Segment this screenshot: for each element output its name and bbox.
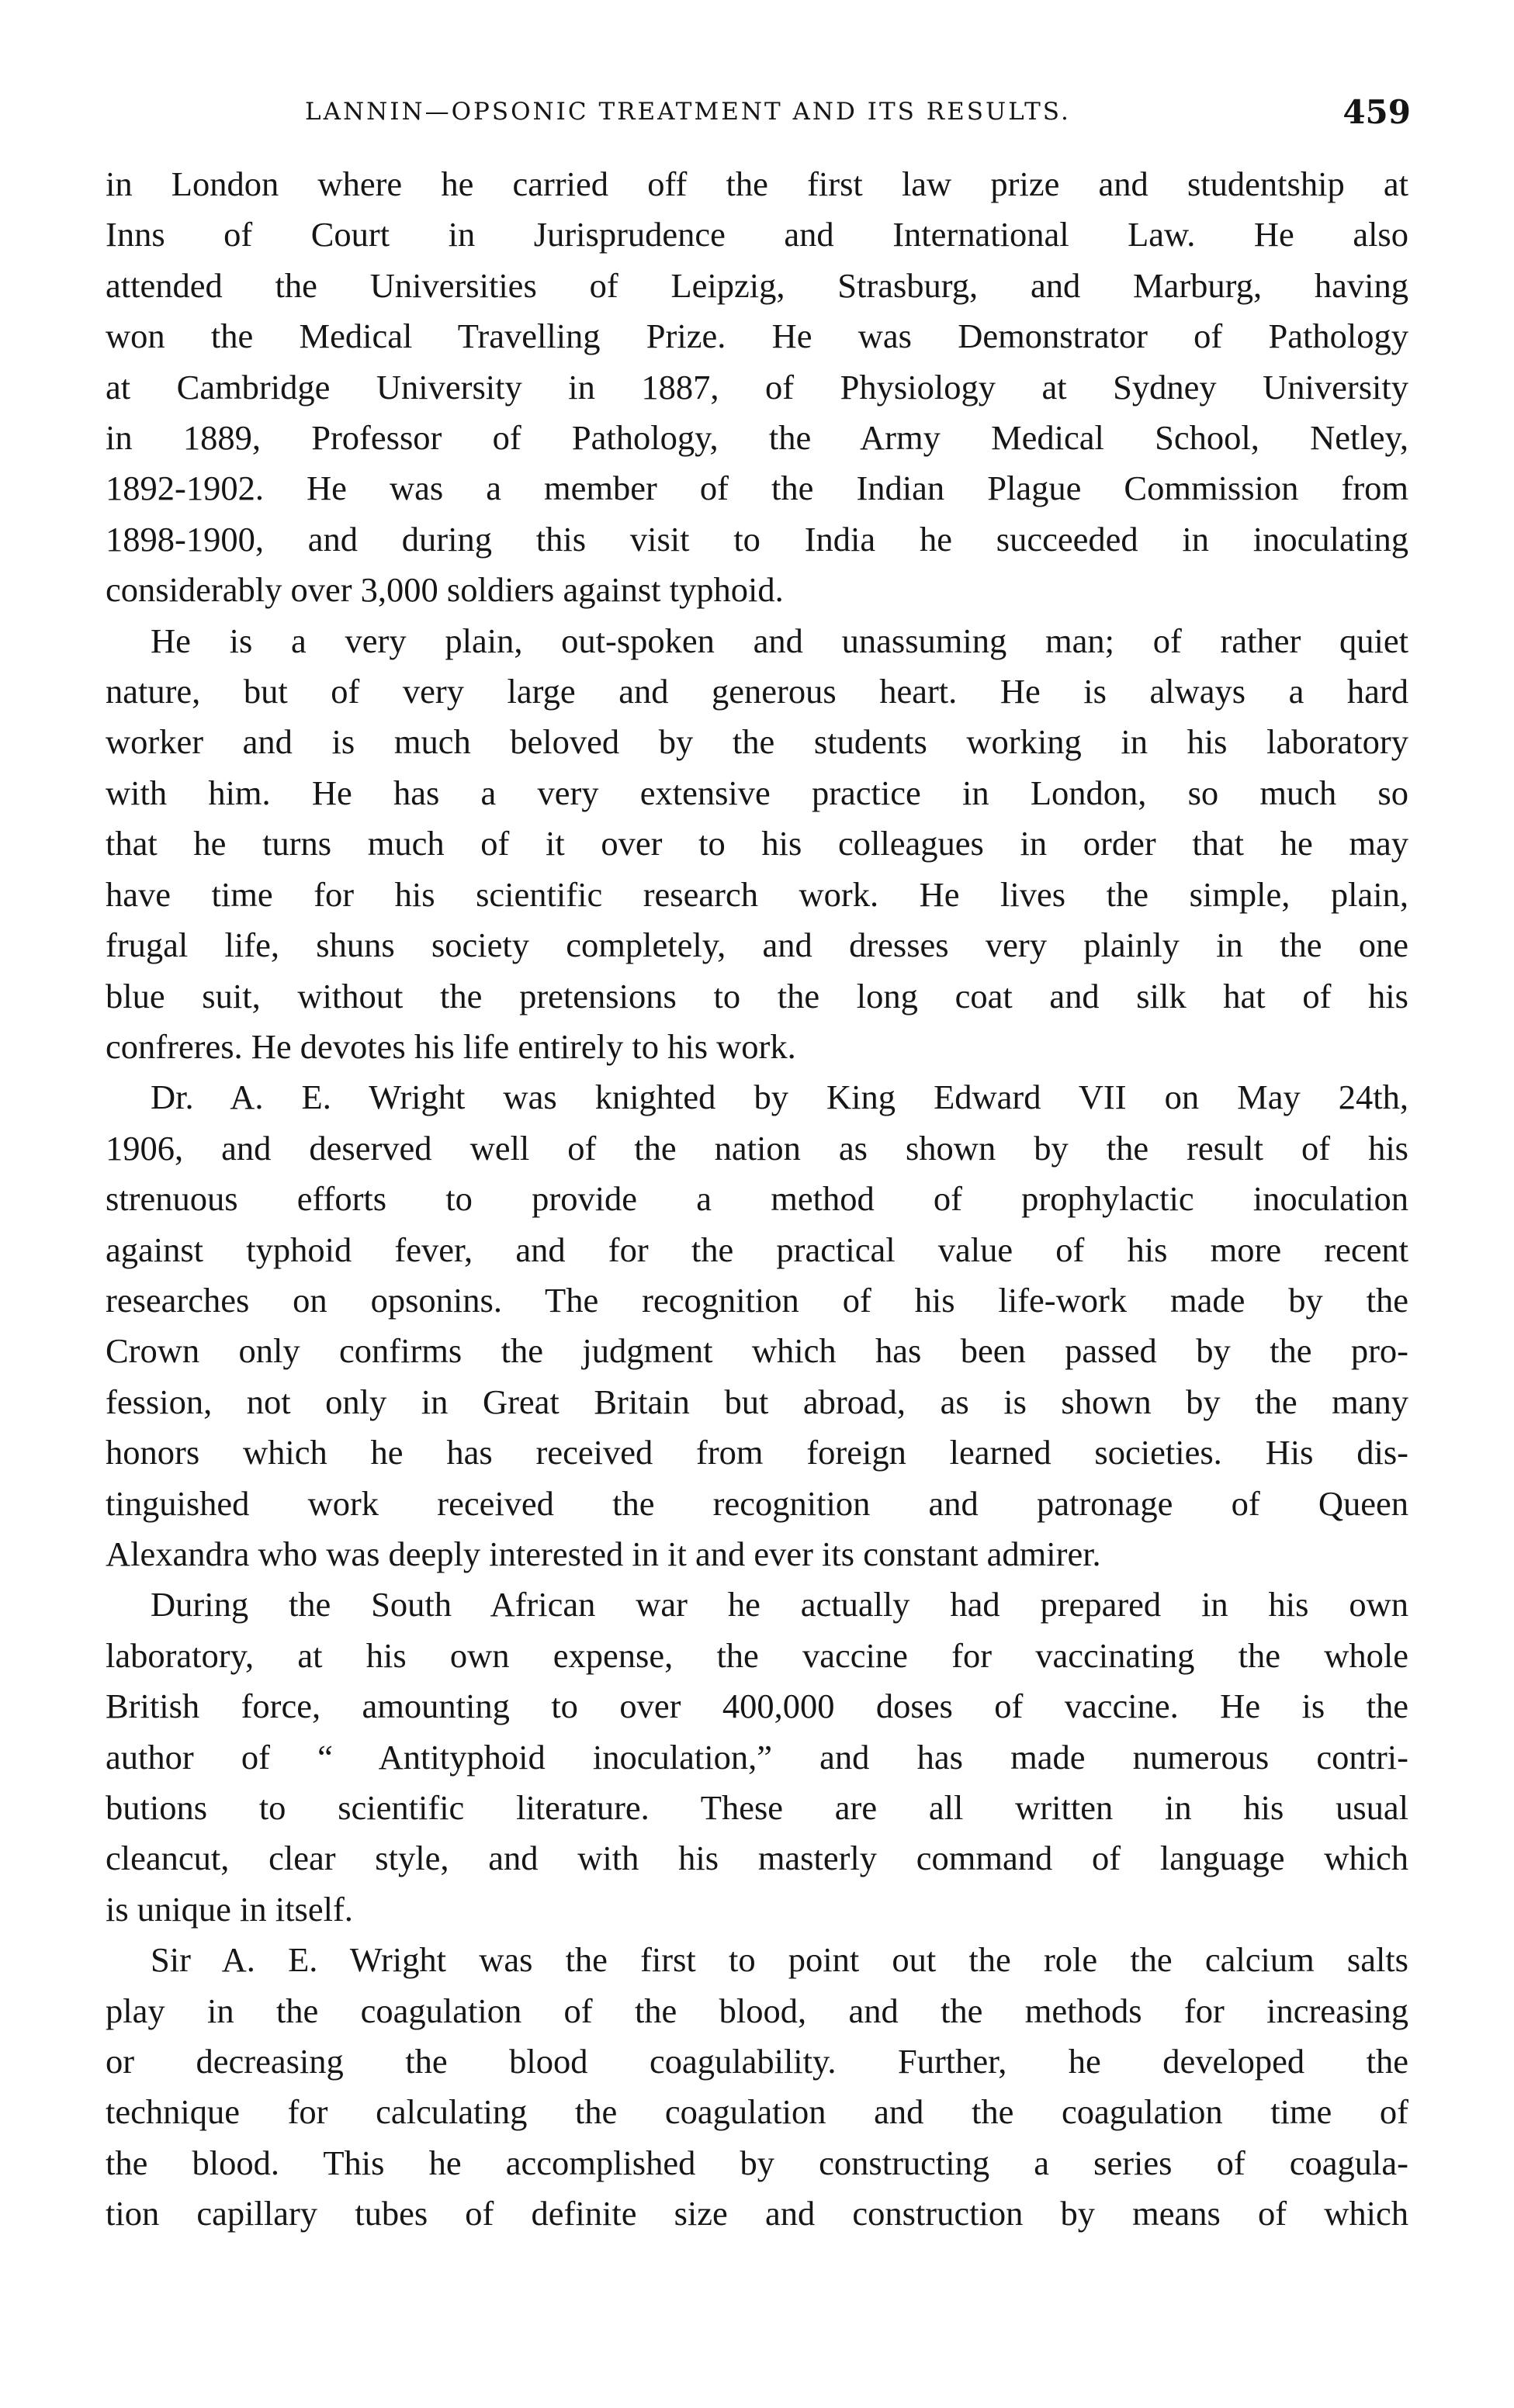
paragraph-5	[106, 1935, 1408, 2239]
page-number: 459	[1343, 93, 1411, 131]
running-title: LANNIN—OPSONIC TREATMENT AND ITS RESULTS.	[305, 98, 1071, 126]
text-line: 1892-1902. He was a member of the Indian Plague Commission from	[106, 469, 1408, 508]
text-line: Sir A. E. Wright was the first to point out the role the calcium salts	[151, 1940, 1408, 1980]
text-line: won the Medical Travelling Prize. He was Demonstrator of Pathology	[106, 317, 1408, 356]
text-line: is unique in itself.	[106, 1889, 353, 1929]
text-line: against typhoid fever, and for the practical value of his more recent	[106, 1230, 1408, 1269]
paragraph-3	[106, 1072, 1408, 1579]
text-line: tion capillary tubes of definite size and construction by means of which	[106, 2194, 1408, 2233]
text-line: Dr. A. E. Wright was knighted by King Edward VII on May 24th,	[151, 1078, 1408, 1117]
running-header	[107, 93, 1426, 141]
text-line: 1906, and deserved well of the nation as shown by the result of his	[106, 1128, 1408, 1168]
text-line: researches on opsonins. The recognition of his life-work made by the	[106, 1280, 1408, 1320]
text-line: blue suit, without the pretensions to the long coat and silk hat of his	[106, 976, 1408, 1015]
text-line: that he turns much of it over to his colleagues in order that he may	[106, 824, 1408, 863]
text-line: fession, not only in Great Britain but abroad, as is shown by the many	[106, 1382, 1408, 1421]
text-line: tinguished work received the recognition and patronage of Queen	[106, 1483, 1408, 1523]
text-line: Alexandra who was deeply interested in it and ever its constant admirer.	[106, 1534, 1101, 1573]
text-line: with him. He has a very extensive practice in London, so much so	[106, 773, 1408, 812]
text-line: honors which he has received from foreign learned societies. His dis-	[106, 1433, 1408, 1472]
body-text	[106, 159, 1408, 2240]
text-line: confreres. He devotes his life entirely to his work.	[106, 1026, 796, 1066]
text-line: have time for his scientific research work. He lives the simple, plain,	[106, 874, 1408, 914]
text-line: He is a very plain, out-spoken and unassuming man; of rather quiet	[151, 621, 1408, 660]
text-line: cleancut, clear style, and with his masterly command of language which	[106, 1839, 1408, 1878]
text-line: in London where he carried off the first law prize and studentship at	[106, 164, 1408, 203]
text-line: at Cambridge University in 1887, of Physiology at Sydney University	[106, 367, 1408, 407]
text-line: technique for calculating the coagulation and the coagulation time of	[106, 2092, 1408, 2132]
paragraph-1	[106, 159, 1408, 616]
text-line: British force, amounting to over 400,000 doses of vaccine. He is the	[106, 1687, 1408, 1726]
text-line: author of “ Antityphoid inoculation,” and has made numerous contri-	[106, 1737, 1408, 1777]
text-line: nature, but of very large and generous heart. He is always a hard	[106, 672, 1408, 711]
text-line: During the South African war he actually had prepared in his own	[151, 1585, 1408, 1624]
text-line: considerably over 3,000 soldiers against typhoid.	[106, 570, 784, 610]
text-line: worker and is much beloved by the students working in his laboratory	[106, 722, 1408, 762]
paragraph-4	[106, 1579, 1408, 1935]
text-line: attended the Universities of Leipzig, Strasburg, and Marburg, having	[106, 265, 1408, 305]
text-line: strenuous efforts to provide a method of prophylactic inoculation	[106, 1179, 1408, 1219]
text-line: butions to scientific literature. These are all written in his usual	[106, 1788, 1408, 1827]
text-line: or decreasing the blood coagulability. Further, he developed the	[106, 2042, 1408, 2081]
text-line: frugal life, shuns society completely, and dresses very plainly in the one	[106, 925, 1408, 965]
text-line: Inns of Court in Jurisprudence and International Law. He also	[106, 215, 1408, 254]
text-line: play in the coagulation of the blood, and the methods for increasing	[106, 1991, 1408, 2030]
paragraph-2	[106, 616, 1408, 1073]
text-line: Crown only confirms the judgment which has been passed by the pro-	[106, 1331, 1408, 1371]
text-line: the blood. This he accomplished by constructing a series of coagula-	[106, 2143, 1408, 2182]
text-line: 1898-1900, and during this visit to India he succeeded in inoculating	[106, 519, 1408, 559]
text-line: laboratory, at his own expense, the vaccine for vaccinating the whole	[106, 1635, 1408, 1675]
text-line: in 1889, Professor of Pathology, the Army Medical School, Netley,	[106, 418, 1408, 458]
